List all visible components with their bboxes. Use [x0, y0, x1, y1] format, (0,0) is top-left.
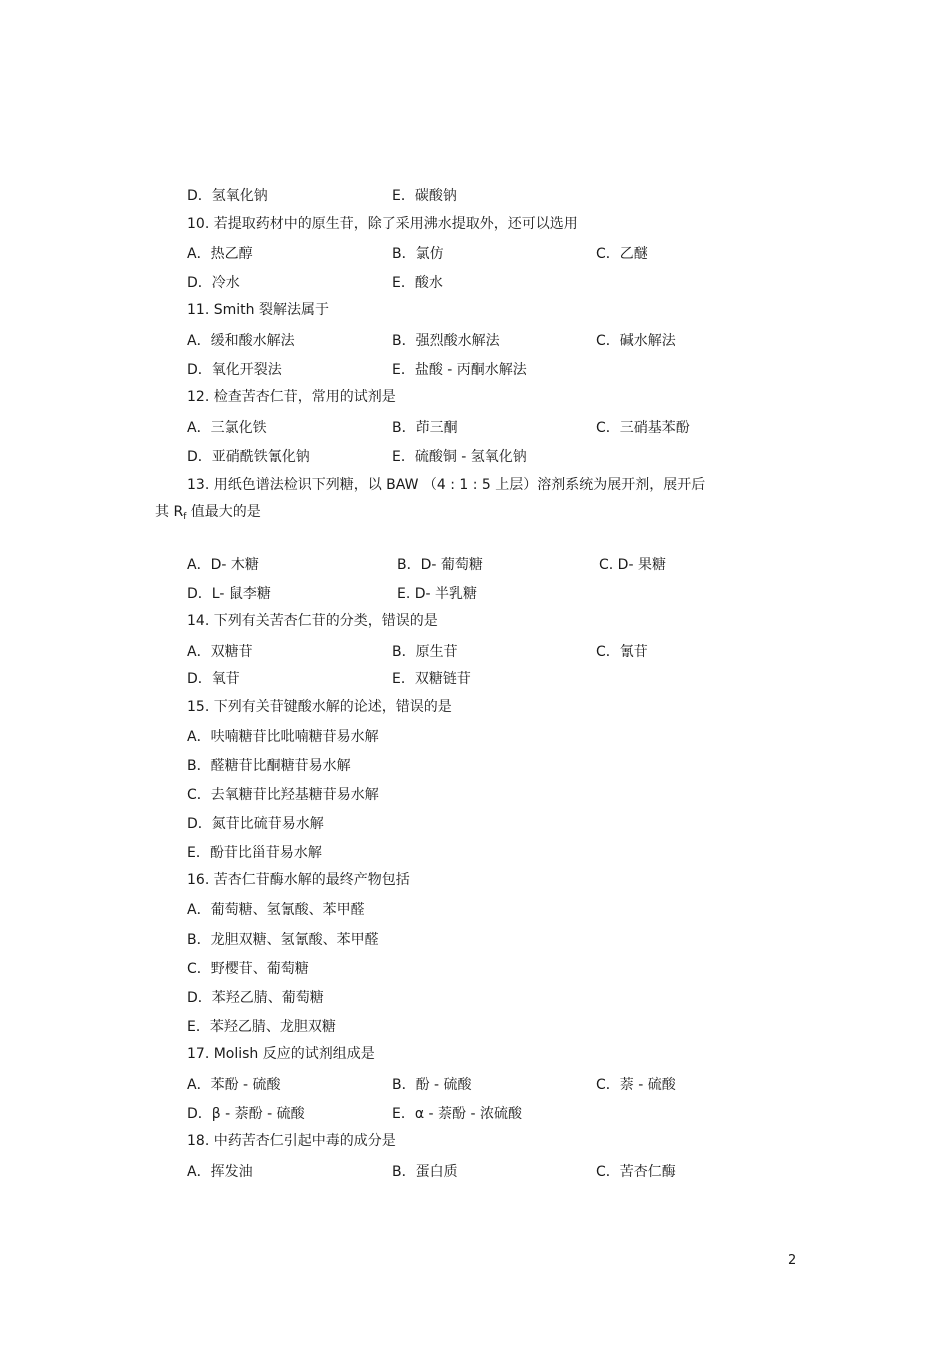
- question-stem: 12. 检查苦杏仁苷，常用的试剂是: [187, 389, 396, 405]
- page-number: 2: [788, 1253, 797, 1268]
- answer-option: C. D- 果糖: [599, 557, 666, 573]
- answer-option: A．挥发油: [187, 1164, 253, 1180]
- answer-option: A．缓和酸水解法: [187, 333, 295, 349]
- answer-option: A．热乙醇: [187, 246, 253, 262]
- q13-text-pre: 其 R: [155, 504, 184, 520]
- answer-option: B．酚 - 硫酸: [392, 1077, 472, 1093]
- answer-option: E．苯羟乙腈、龙胆双糖: [187, 1019, 336, 1035]
- answer-option: A．D- 木糖: [187, 557, 259, 573]
- question-stem: 10. 若提取药材中的原生苷，除了采用沸水提取外，还可以选用: [187, 216, 578, 232]
- answer-option: D．氧苷: [187, 671, 240, 687]
- answer-option: B．氯仿: [392, 246, 444, 262]
- answer-option: C．野樱苷、葡萄糖: [187, 961, 309, 977]
- answer-option: D．苯羟乙腈、葡萄糖: [187, 990, 324, 1006]
- answer-option: E．α - 萘酚 - 浓硫酸: [392, 1106, 522, 1122]
- answer-option: B．蛋白质: [392, 1164, 458, 1180]
- answer-option: A．葡萄糖、氢氰酸、苯甲醛: [187, 902, 365, 918]
- answer-option: C．乙醚: [596, 246, 648, 262]
- answer-option: D．氢氧化钠: [187, 188, 268, 204]
- answer-option: E．硫酸铜 - 氢氧化钠: [392, 449, 527, 465]
- question-stem: 16. 苦杏仁苷酶水解的最终产物包括: [187, 872, 410, 888]
- answer-option: D．亚硝酰铁氰化钠: [187, 449, 310, 465]
- answer-option: D．冷水: [187, 275, 240, 291]
- question-stem: 15. 下列有关苷键酸水解的论述，错误的是: [187, 699, 452, 715]
- answer-option: B．强烈酸水解法: [392, 333, 500, 349]
- answer-option: D．氧化开裂法: [187, 362, 282, 378]
- question-13-line-1: 13. 用纸色谱法检识下列糖，以 BAW （4 : 1 : 5 上层）溶剂系统为展开剂，展开后: [187, 477, 706, 493]
- answer-option: A．三氯化铁: [187, 420, 267, 436]
- answer-option: E．碳酸钠: [392, 188, 457, 204]
- answer-option: E．双糖链苷: [392, 671, 471, 687]
- answer-option: E．酚苷比甾苷易水解: [187, 845, 322, 861]
- answer-option: E．酸水: [392, 275, 443, 291]
- answer-option: E. D- 半乳糖: [397, 586, 478, 602]
- answer-option: C．去氧糖苷比羟基糖苷易水解: [187, 787, 379, 803]
- answer-option: A．苯酚 - 硫酸: [187, 1077, 281, 1093]
- q13-text-post: 值最大的是: [186, 504, 261, 520]
- question-stem: 18. 中药苦杏仁引起中毒的成分是: [187, 1133, 396, 1149]
- question-13-line-2: [155, 503, 261, 526]
- subscript-f: f: [183, 512, 187, 522]
- answer-option: C．氰苷: [596, 644, 648, 660]
- answer-option: E．盐酸 - 丙酮水解法: [392, 362, 527, 378]
- answer-option: C．三硝基苯酚: [596, 420, 690, 436]
- answer-option: A．双糖苷: [187, 644, 253, 660]
- answer-option: D．L- 鼠李糖: [187, 586, 271, 602]
- answer-option: B．D- 葡萄糖: [397, 557, 483, 573]
- answer-option: B．醛糖苷比酮糖苷易水解: [187, 758, 351, 774]
- answer-option: D．β - 萘酚 - 硫酸: [187, 1106, 305, 1122]
- answer-option: D．氮苷比硫苷易水解: [187, 816, 324, 832]
- question-stem: 11. Smith 裂解法属于: [187, 302, 329, 318]
- answer-option: A．呋喃糖苷比吡喃糖苷易水解: [187, 729, 379, 745]
- answer-option: C．萘 - 硫酸: [596, 1077, 676, 1093]
- question-stem: 14. 下列有关苦杏仁苷的分类，错误的是: [187, 613, 438, 629]
- answer-option: C．碱水解法: [596, 333, 676, 349]
- answer-option: C．苦杏仁酶: [596, 1164, 676, 1180]
- answer-option: B．原生苷: [392, 644, 458, 660]
- question-stem: 17. Molish 反应的试剂组成是: [187, 1046, 375, 1062]
- answer-option: B．龙胆双糖、氢氰酸、苯甲醛: [187, 932, 379, 948]
- answer-option: B．茚三酮: [392, 420, 458, 436]
